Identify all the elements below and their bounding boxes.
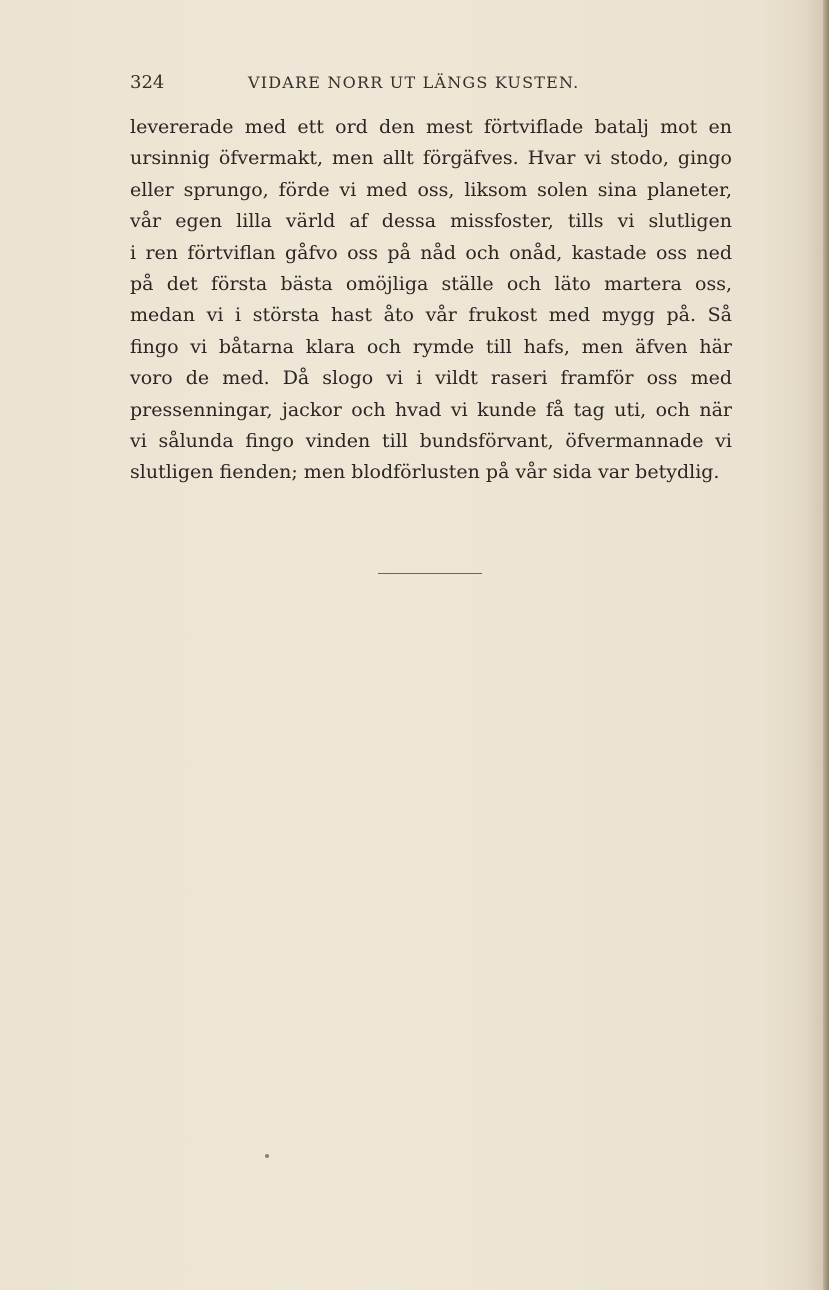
text-line: i ren förtviflan gåfvo oss på nåd och onåd, kastade oss ned: [130, 241, 732, 264]
page-header: [130, 72, 730, 98]
running-head: VIDARE NORR UT LÄNGS KUSTEN.: [248, 73, 580, 92]
text-line: vår egen lilla värld af dessa missfoster, tills vi slutligen: [130, 210, 732, 233]
text-line: fingo vi båtarna klara och rymde till hafs, men äfven här: [130, 335, 732, 358]
page-edge-shadow: [823, 0, 829, 1290]
text-line: medan vi i största hast åto vår frukost med mygg på. Så: [130, 304, 732, 327]
text-line: ursinnig öfvermakt, men allt förgäfves. Hvar vi stodo, gingo: [130, 147, 732, 170]
section-divider: [378, 573, 482, 574]
page-number: 324: [130, 72, 165, 93]
text-line: vi sålunda fingo vinden till bundsförvant, öfvermannade vi: [130, 429, 732, 452]
paper-speck: [265, 1154, 269, 1158]
text-line: voro de med. Då slogo vi i vildt raseri framför oss med: [130, 367, 732, 390]
text-line: eller sprungo, förde vi med oss, liksom solen sina planeter,: [130, 178, 732, 201]
text-line: pressenningar, jackor och hvad vi kunde få tag uti, och när: [130, 398, 732, 421]
text-line: på det första bästa omöjliga ställe och läto martera oss,: [130, 272, 732, 295]
text-line: levererade med ett ord den mest förtviflade batalj mot en: [130, 116, 732, 138]
body-text: [130, 112, 732, 489]
text-line: slutligen fienden; men blodförlusten på vår sida var betydlig.: [130, 461, 720, 484]
